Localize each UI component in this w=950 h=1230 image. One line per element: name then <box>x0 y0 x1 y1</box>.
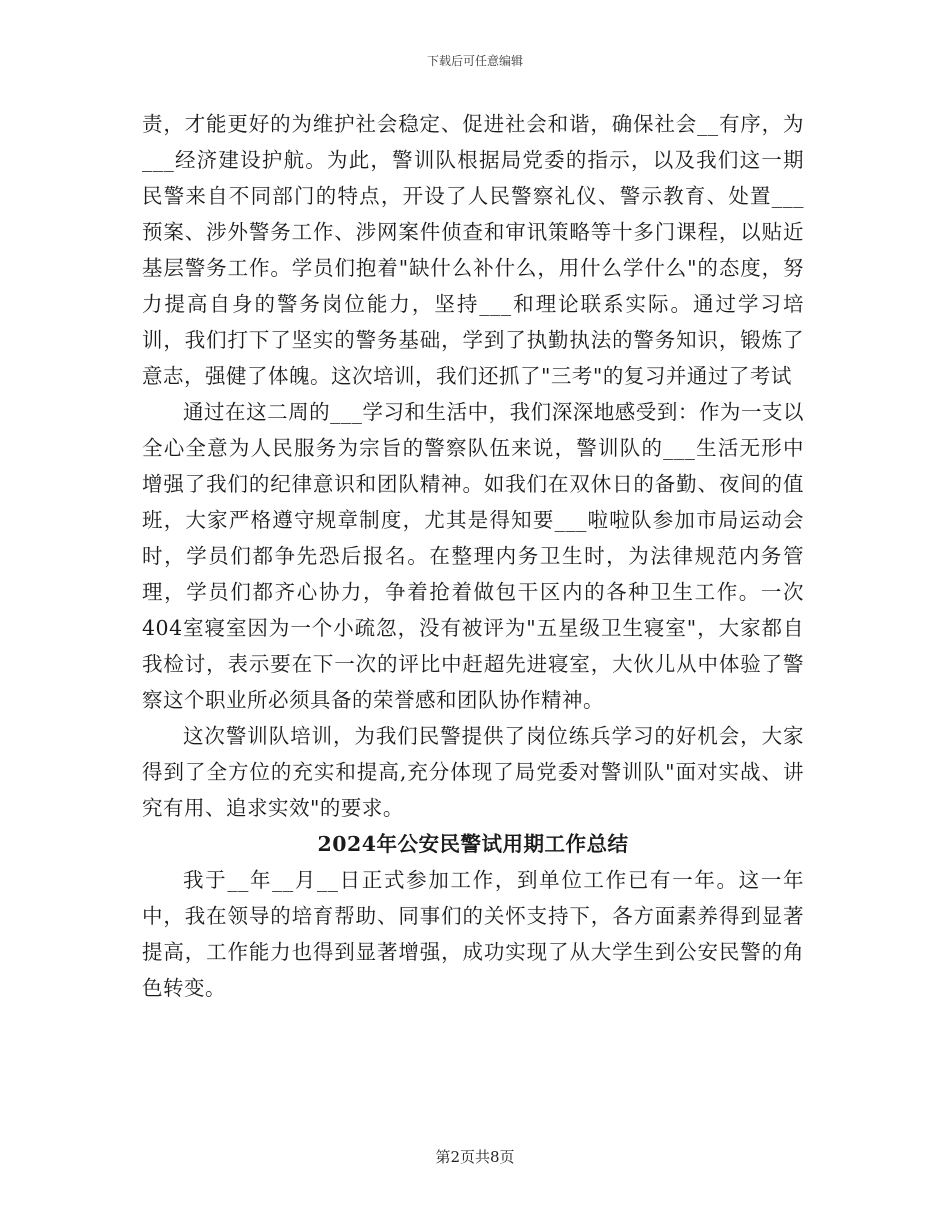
paragraph: 我于__年__月__日正式参加工作，到单位工作已有一年。这一年中，我在领导的培育帮助、同事们的关怀支持下，各方面素养得到显著提高，工作能力也得到显著增强，成功实现了从大学生到公安民警的角色转变。 <box>142 868 804 1000</box>
page-header: 下载后可任意编辑 <box>426 54 523 68</box>
page-number: 第2页共8页 <box>435 1148 515 1166</box>
paragraph: 这次警训队培训，为我们民警提供了岗位练兵学习的好机会，大家得到了全方位的充实和提高,充分体现了局党委对警训队"面对实战、讲究有用、追求实效"的要求。 <box>142 724 804 820</box>
paragraph: 通过在这二周的___学习和生活中，我们深深地感受到：作为一支以全心全意为人民服务为宗旨的警察队伍来说，警训队的___生活无形中增强了我们的纪律意识和团队精神。如我们在双休日的备勤、夜间的值班，大家严格遵守规章制度，尤其是得知要___啦啦队参加市局运动会时，学员们都争先恐后报名。在整理内务卫生时，为法律规范内务管理，学员们都齐心协力，争着抢着做包干区内的各种卫生工作。一次404室寝室因为一个小疏忽，没有被评为"五星级卫生寝室"，大家都自我检讨，表示要在下一次的评比中赶超先进寝室，大伙儿从中体验了警察这个职业所必须具备的荣誉感和团队协作精神。 <box>142 400 804 712</box>
section-title: 2024年公安民警试用期工作总结 <box>317 832 629 856</box>
paragraph-continuation: 责，才能更好的为维护社会稳定、促进社会和谐，确保社会__有序，为___经济建设护航。为此，警训队根据局党委的指示，以及我们这一期民警来自不同部门的特点，开设了人民警察礼仪、警示教育、处置___预案、涉外警务工作、涉网案件侦查和审讯策略等十多门课程，以贴近基层警务工作。学员们抱着"缺什么补什么，用什么学什么"的态度，努力提高自身的警务岗位能力，坚持___和理论联系实际。通过学习培训，我们打下了坚实的警务基础，学到了执勤执法的警务知识，锻炼了意志，强健了体魄。这次培训，我们还抓了"三考"的复习并通过了考试 <box>142 112 804 388</box>
document-body <box>142 106 804 1006</box>
